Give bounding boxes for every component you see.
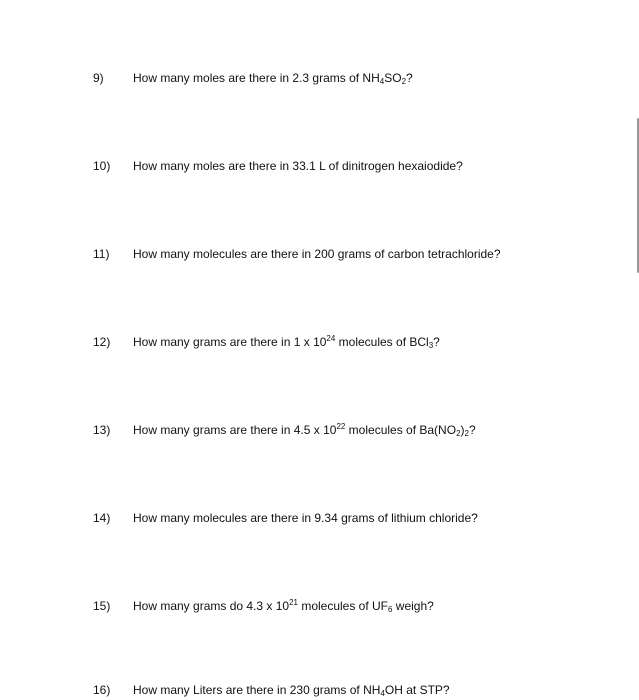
- question-text: [133, 156, 463, 176]
- question-16: [0, 680, 620, 700]
- subscript: 2: [464, 429, 469, 438]
- text-run: How many grams do 4.3 x 10: [133, 599, 290, 613]
- question-text: [133, 508, 478, 528]
- text-run: OH at STP?: [384, 683, 450, 697]
- question-number: 9): [93, 71, 104, 85]
- question-14: [0, 508, 620, 528]
- question-13: [0, 420, 620, 440]
- text-run: How many molecules are there in 200 grams of carbon tetrachloride?: [133, 247, 501, 261]
- text-run: ?: [468, 423, 476, 437]
- question-text: [133, 244, 501, 264]
- text-run: How many Liters are there in 230 grams of NH: [133, 683, 381, 697]
- text-run: molecules of UF: [297, 599, 389, 613]
- subscript: 6: [388, 605, 393, 614]
- text-run: molecules of BCl: [335, 335, 429, 349]
- question-text: [133, 332, 440, 352]
- text-run: How many grams are there in 4.5 x 10: [133, 423, 337, 437]
- question-number: 12): [93, 335, 111, 349]
- question-text: [133, 680, 450, 700]
- question-10: [0, 156, 620, 176]
- subscript: 4: [379, 77, 385, 86]
- question-number: 13): [93, 423, 111, 437]
- question-12: [0, 332, 620, 352]
- question-9: [0, 68, 620, 88]
- question-text: [133, 68, 413, 88]
- question-number: 14): [93, 511, 111, 525]
- text-run: How many moles are there in 33.1 L of dinitrogen hexaiodide?: [133, 159, 463, 173]
- text-run: ?: [406, 71, 413, 85]
- text-run: weigh?: [392, 599, 434, 613]
- question-text: [133, 420, 476, 440]
- question-15: [0, 596, 620, 616]
- question-number: 15): [93, 599, 111, 613]
- text-run: How many molecules are there in 9.34 grams of lithium chloride?: [133, 511, 478, 525]
- text-run: How many grams are there in 1 x 10: [133, 335, 327, 349]
- superscript: 21: [289, 598, 298, 607]
- text-run: How many moles are there in 2.3 grams of NH: [133, 71, 380, 85]
- question-number: 16): [93, 683, 111, 697]
- question-11: [0, 244, 620, 264]
- text-run: ?: [433, 335, 440, 349]
- superscript: 24: [326, 334, 336, 343]
- subscript: 4: [380, 689, 385, 698]
- text-run: SO: [384, 71, 402, 85]
- subscript: 2: [456, 429, 461, 438]
- question-text: [133, 596, 434, 616]
- text-run: molecules of Ba(NO: [345, 423, 457, 437]
- subscript: 2: [401, 77, 407, 86]
- subscript: 3: [428, 341, 434, 350]
- text-run: ): [460, 423, 465, 437]
- question-number: 11): [93, 247, 110, 261]
- superscript: 22: [336, 422, 346, 431]
- question-number: 10): [93, 159, 111, 173]
